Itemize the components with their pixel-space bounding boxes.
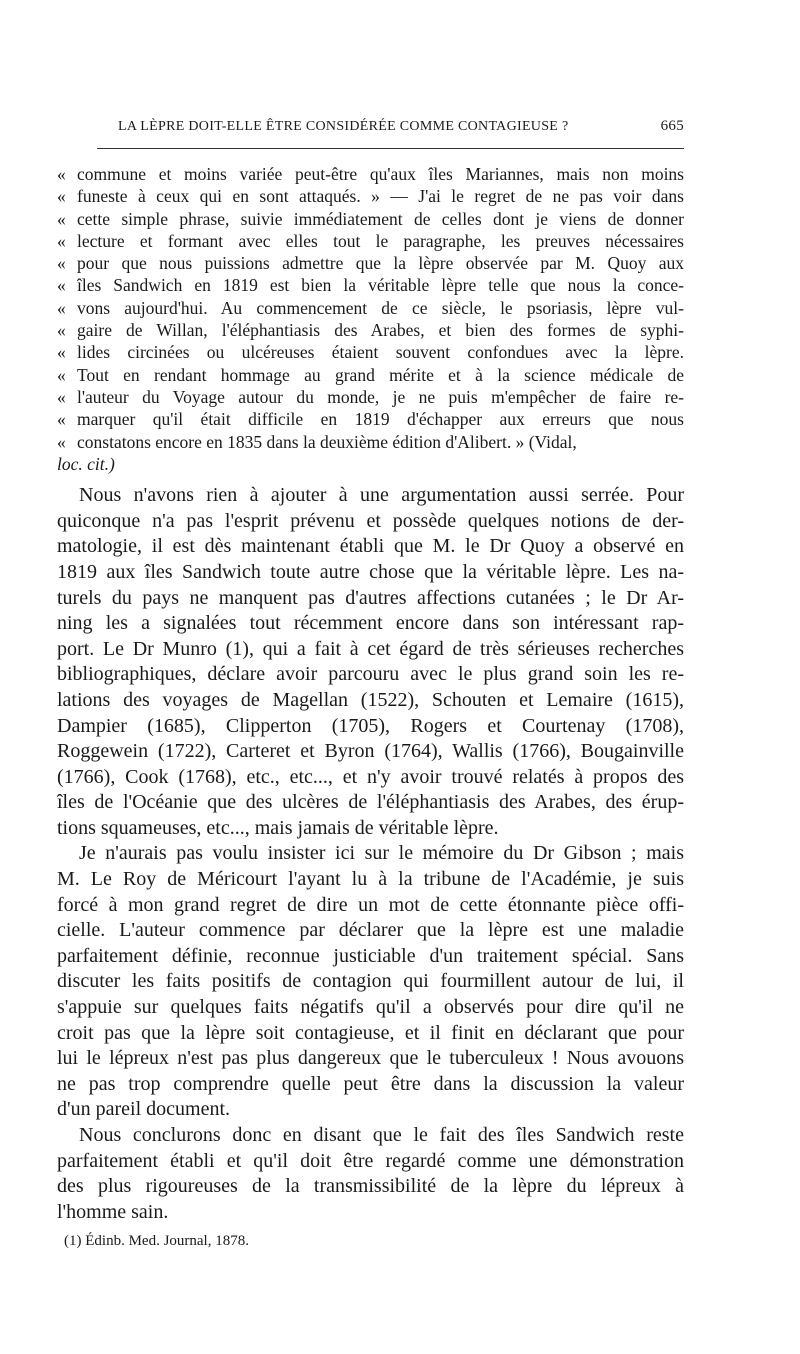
quote-line-text: lecture et formant avec elles tout le paragraphe, les preuves nécessaires [77, 230, 684, 251]
text-line: discuter les faits positifs de contagion qui fourmillent autour de lui, il [57, 970, 684, 993]
page [57, 118, 684, 1250]
text-line: ning les a signalées tout récemment encore dans son intéressant rap- [57, 612, 684, 635]
quote-mark: « [57, 431, 66, 452]
quote-line [57, 185, 684, 207]
text-line: lations des voyages de Magellan (1522), Schouten et Lemaire (1615), [57, 688, 684, 711]
quote-line [57, 408, 684, 430]
quote-mark: « [57, 342, 66, 363]
paragraph [57, 483, 684, 841]
quote-mark: « [57, 275, 66, 296]
text-line: quiconque n'a pas l'esprit prévenu et possède quelques notions de der- [57, 509, 684, 532]
text-line: l'homme sain. [57, 1200, 169, 1223]
text-line: s'appuie sur quelques faits négatifs qu'il a observés pour dire qu'il ne [57, 996, 684, 1019]
page-number: 665 [660, 118, 684, 134]
quote-mark: « [57, 253, 66, 274]
body-text [57, 483, 684, 1225]
text-line: parfaitement définie, reconnue justiciable d'un traitement spécial. Sans [57, 944, 684, 967]
quote-line [57, 252, 684, 274]
text-line: îles de l'Océanie que des ulcères de l'éléphantiasis des Arabes, des érup- [57, 791, 684, 814]
text-line: port. Le Dr Munro (1), qui a fait à cet égard de très sérieuses recherches [57, 637, 684, 660]
quote-line [57, 386, 684, 408]
quote-line-text: îles Sandwich en 1819 est bien la véritable lèpre telle que nous la conce- [77, 275, 684, 296]
quote-line [57, 319, 684, 341]
text-line: bibliographiques, déclare avoir parcouru avec le plus grand soin les re- [57, 663, 684, 686]
text-line: d'un pareil document. [57, 1098, 230, 1121]
quote-mark: « [57, 320, 66, 341]
text-line: croit pas que la lèpre soit contagieuse, et il finit en déclarant que pour [57, 1021, 684, 1044]
quote-line-text: marquer qu'il était difficile en 1819 d'échapper aux erreurs que nous [77, 409, 684, 430]
text-line: Je n'aurais pas voulu insister ici sur le mémoire du Dr Gibson ; mais [79, 842, 684, 865]
quote-mark: « [57, 297, 66, 318]
header-rule [97, 148, 684, 149]
quoted-passage [57, 163, 684, 475]
quote-line-text: funeste à ceux qui en sont attaqués. » — J'ai le regret de ne pas voir dans [77, 186, 684, 207]
quote-line-text: l'auteur du Voyage autour du monde, je ne puis m'empêcher de faire re- [77, 386, 684, 407]
text-line: tions squameuses, etc..., mais jamais de véritable lèpre. [57, 816, 499, 839]
text-line: cielle. L'auteur commence par déclarer que la lèpre est une maladie [57, 919, 684, 942]
text-line: lui le lépreux n'est pas plus dangereux que le tuberculeux ! Nous avouons [57, 1047, 684, 1070]
text-line: turels du pays ne manquent pas d'autres affections cutanées ; le Dr Ar- [57, 586, 684, 609]
quote-line [57, 208, 684, 230]
text-line: des plus rigoureuses de la transmissibilité de la lèpre du lépreux à [57, 1175, 684, 1198]
quote-line [57, 341, 684, 363]
quote-line-text: loc. cit.) [57, 453, 115, 474]
footnote: (1) Édinb. Med. Journal, 1878. [64, 1233, 249, 1250]
text-line: M. Le Roy de Méricourt l'ayant lu à la tribune de l'Académie, je suis [57, 868, 684, 891]
paragraph [57, 1123, 684, 1225]
text-line: ne pas trop comprendre quelle peut être dans la discussion la valeur [57, 1072, 684, 1095]
quote-line-text: vons aujourd'hui. Au commencement de ce siècle, le psoriasis, lèpre vul- [77, 297, 684, 318]
quote-mark: « [57, 230, 66, 251]
quote-line [57, 297, 684, 319]
text-line: forcé à mon grand regret de dire un mot de cette étonnante pièce offi- [57, 893, 684, 916]
quote-line-text: lides circinées ou ulcéreuses étaient souvent confondues avec la lèpre. [77, 342, 684, 363]
quote-mark: « [57, 386, 66, 407]
quote-line [57, 453, 684, 475]
quote-line-text: cette simple phrase, suivie immédiatement de celles dont je viens de donner [77, 208, 684, 229]
text-line: parfaitement établi et qu'il doit être regardé comme une démonstration [57, 1149, 684, 1172]
running-header [57, 118, 684, 135]
text-line: Nous n'avons rien à ajouter à une argumentation aussi serrée. Pour [79, 484, 684, 507]
text-line: Nous conclurons donc en disant que le fait des îles Sandwich reste [79, 1124, 684, 1146]
paragraph [57, 841, 684, 1123]
quote-line-text: gaire de Willan, l'éléphantiasis des Arabes, et bien des formes de syphi- [77, 320, 684, 341]
quote-mark: « [57, 409, 66, 430]
text-line: 1819 aux îles Sandwich toute autre chose que la véritable lèpre. Les na- [57, 560, 684, 583]
quote-line [57, 274, 684, 296]
quote-mark: « [57, 186, 66, 207]
quote-line [57, 230, 684, 252]
text-line: matologie, il est dès maintenant établi que M. le Dr Quoy a observé en [57, 535, 684, 558]
text-line: (1766), Cook (1768), etc., etc..., et n'y avoir trouvé relatés à propos des [57, 765, 684, 788]
quote-line [57, 163, 684, 185]
quote-line-text: Tout en rendant hommage au grand mérite et à la science médicale de [77, 364, 684, 385]
quote-mark: « [57, 164, 66, 184]
quote-mark: « [57, 208, 66, 229]
quote-line-text: commune et moins variée peut-être qu'aux îles Mariannes, mais non moins [77, 164, 684, 184]
quote-line [57, 431, 684, 453]
quote-mark: « [57, 364, 66, 385]
quote-line-text: constatons encore en 1835 dans la deuxième édition d'Alibert. » (Vidal, [77, 431, 577, 452]
quote-line [57, 364, 684, 386]
running-title: LA LÈPRE DOIT-ELLE ÊTRE CONSIDÉRÉE COMME CONTAGIEUSE ? [118, 119, 569, 134]
quote-line-text: pour que nous puissions admettre que la lèpre observée par M. Quoy aux [77, 253, 684, 274]
text-line: Roggewein (1722), Carteret et Byron (1764), Wallis (1766), Bougainville [57, 740, 684, 763]
text-line: Dampier (1685), Clipperton (1705), Rogers et Courtenay (1708), [57, 714, 684, 737]
